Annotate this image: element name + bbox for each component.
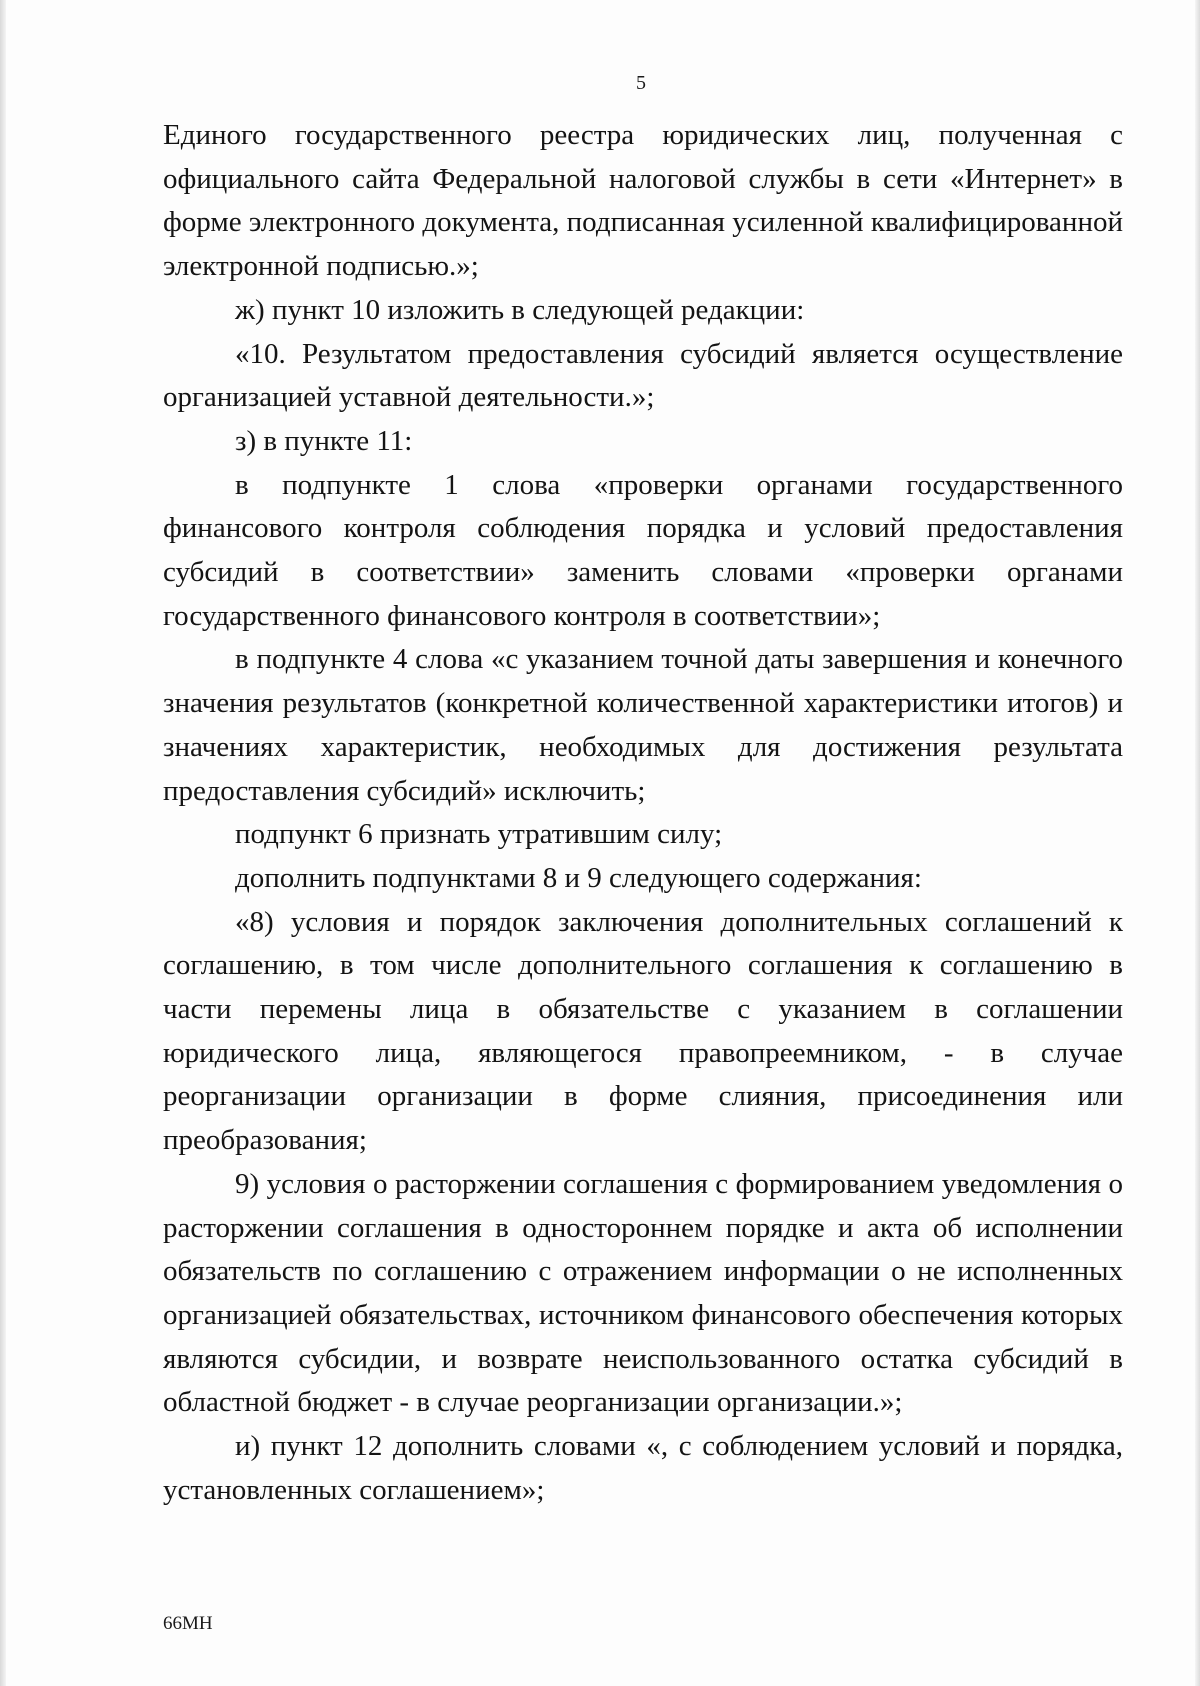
paragraph-subitem-9: 9) условия о расторжении соглашения с формированием уведомления о расторжении соглашения в одностороннем порядке и акта об исполнении обязательств по соглашению с отражением информации о не исполненных организацией обязательствах, источником финансового обеспечения которых являются субсидии, и возврате неиспользованного остатка субсидий в областной бюджет - в случае реорганизации организации.»; bbox=[163, 1167, 1123, 1419]
paragraph-continuation: Единого государственного реестра юридических лиц, полученная с официального сайта Федеральной налоговой службы в сети «Интернет» в форме электронного документа, подписанная усиленной квалифицированной электронной подписью.»; bbox=[163, 119, 1123, 283]
paragraph-quote-8: «8) условия и порядок заключения дополнительных соглашений к соглашению, в том числе дополнительного соглашения к соглашению в части перемены лица в обязательстве с указанием в соглашении юридического лица, являющегося правопреемником, - в случае реорганизации организации в форме слияния, присоединения или преобразования; bbox=[163, 905, 1123, 1157]
document-body bbox=[163, 114, 1123, 1513]
paragraph-item-z: з) в пункте 11: bbox=[235, 424, 413, 457]
paragraph-subitem-6: подпункт 6 признать утратившим силу; bbox=[235, 818, 723, 851]
paragraph-item-zh: ж) пункт 10 изложить в следующей редакции: bbox=[235, 293, 805, 326]
scan-edge-right bbox=[1195, 0, 1200, 1686]
paragraph-item-i: и) пункт 12 дополнить словами «, с соблюдением условий и порядка, установленных соглашением»; bbox=[163, 1430, 1123, 1506]
paragraph-quote-10: «10. Результатом предоставления субсидий является осуществление организацией уставной деятельности.»; bbox=[163, 337, 1123, 414]
paragraph-subitem-4: в подпункте 4 слова «с указанием точной даты завершения и конечного значения результатов (конкретной количественной характеристики итогов) и значениях характеристик, необходимых для достижения результата предоставления субсидий» исключить; bbox=[163, 643, 1123, 807]
scan-edge-left bbox=[0, 0, 6, 1686]
paragraph-add-subitems: дополнить подпунктами 8 и 9 следующего содержания: bbox=[235, 861, 922, 894]
paragraph-subitem-1: в подпункте 1 слова «проверки органами государственного финансового контроля соблюдения порядка и условий предоставления субсидий в соответствии» заменить словами «проверки органами государственного финансового контроля в соответствии»; bbox=[163, 468, 1123, 632]
footer-document-code: 66МН bbox=[163, 1613, 213, 1634]
page-number: 5 bbox=[636, 72, 646, 94]
